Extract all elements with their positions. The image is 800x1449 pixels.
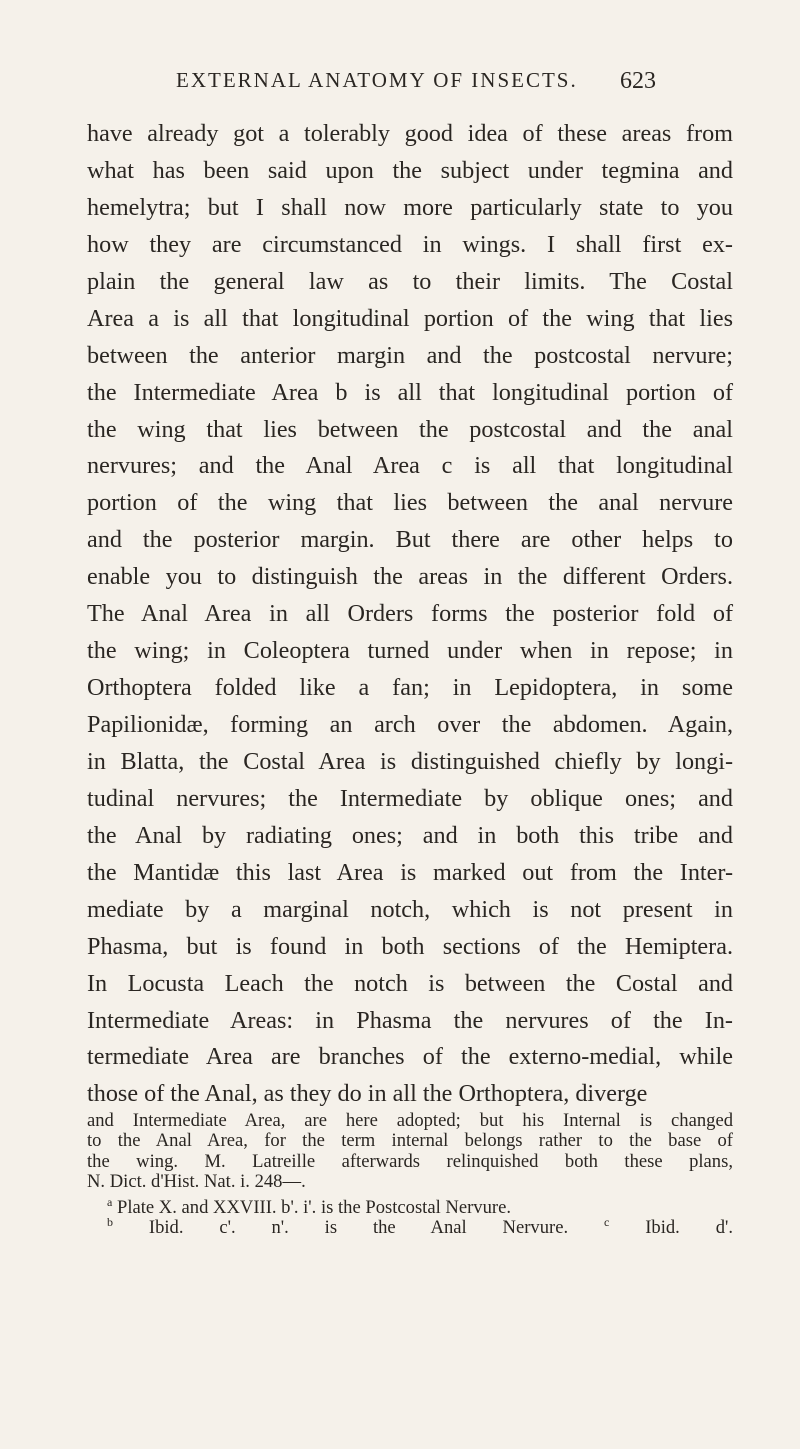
body-line: mediate by a marginal notch, which is not present in — [87, 895, 733, 923]
body-line: the Mantidæ this last Area is marked out from the Inter- — [87, 858, 733, 886]
body-line: the wing; in Coleoptera turned under when in repose; in — [87, 637, 733, 665]
body-line: and the posterior margin. But there are other helps to — [87, 526, 733, 554]
footnote-b — [87, 1212, 734, 1239]
footnote-line: and Intermediate Area, are here adopted; but his Internal is changed — [87, 1110, 733, 1131]
footnote-mark: c — [604, 1215, 610, 1230]
body-line: the Anal by radiating ones; and in both this tribe and — [87, 821, 733, 849]
footnote-text: Ibid. d'. — [645, 1217, 734, 1239]
footnote-text: Plate X. and XXVIII. b'. i'. is the Postcostal Nervure. — [116, 1197, 511, 1219]
footnote-mark: a — [107, 1195, 113, 1210]
body-line: Phasma, but is found in both sections of the Hemiptera. — [87, 932, 733, 960]
body-line: The Anal Area in all Orders forms the posterior fold of — [87, 600, 733, 628]
body-line: those of the Anal, as they do in all the Orthoptera, diverge — [87, 1080, 648, 1108]
body-line: what has been said upon the subject under tegmina and — [87, 156, 733, 184]
body-line: the Intermediate Area b is all that longitudinal portion of — [87, 378, 733, 406]
body-line: Orthoptera folded like a fan; in Lepidoptera, in some — [87, 674, 733, 702]
body-line: tudinal nervures; the Intermediate by oblique ones; and — [87, 784, 733, 812]
body-line: plain the general law as to their limits. The Costal — [87, 267, 733, 295]
body-line: between the anterior margin and the postcostal nervure; — [87, 341, 733, 369]
body-line: enable you to distinguish the areas in the different Orders. — [87, 563, 733, 591]
footnote-text: Ibid. c'. n'. is the Anal Nervure. — [148, 1217, 569, 1239]
body-line: the wing that lies between the postcostal and the anal — [87, 415, 733, 443]
body-line: portion of the wing that lies between the anal nervure — [87, 489, 733, 517]
footnote-line: to the Anal Area, for the term internal belongs rather to the base of — [87, 1130, 733, 1152]
footnote-line: N. Dict. d'Hist. Nat. i. 248—. — [87, 1170, 306, 1192]
page-number: 623 — [620, 68, 656, 94]
body-line: how they are circumstanced in wings. I shall first ex- — [87, 230, 733, 258]
footnotes — [87, 1110, 734, 1239]
body-line: termediate Area are branches of the externo-medial, while — [87, 1043, 733, 1071]
page-header — [0, 68, 800, 108]
footnote-mark: b — [107, 1215, 113, 1230]
body-line: Papilionidæ, forming an arch over the abdomen. Again, — [87, 711, 733, 738]
body-text — [87, 116, 733, 1113]
body-line: Intermediate Areas: in Phasma the nervures of the In- — [87, 1006, 733, 1034]
body-line: have already got a tolerably good idea of these areas from — [87, 120, 733, 147]
running-head: EXTERNAL ANATOMY OF INSECTS. — [176, 68, 578, 92]
body-line: nervures; and the Anal Area c is all that longitudinal — [87, 452, 733, 480]
body-line: hemelytra; but I shall now more particularly state to you — [87, 193, 733, 221]
footnote-a — [87, 1192, 733, 1219]
footnote-line: the wing. M. Latreille afterwards relinquished both these plans, — [87, 1150, 733, 1172]
body-line: in Blatta, the Costal Area is distinguished chiefly by longi- — [87, 747, 733, 775]
body-line: In Locusta Leach the notch is between the Costal and — [87, 969, 733, 997]
body-line: Area a is all that longitudinal portion of the wing that lies — [87, 304, 733, 332]
